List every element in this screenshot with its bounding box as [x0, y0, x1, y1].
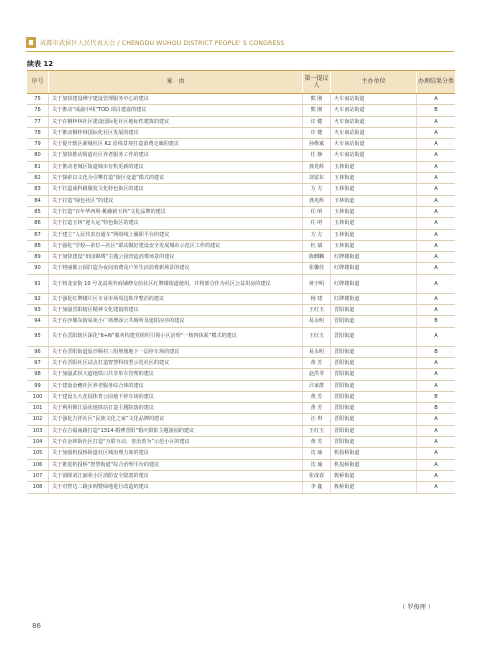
table-row [27, 230, 455, 241]
table-row [27, 460, 455, 471]
cell-matter: 关于打造“百年华西坝·桃藤新玉林”文化品牌的建议 [49, 207, 303, 217]
cell-unit: 玉林街道 [331, 230, 417, 240]
table-caption: 续表 12 [27, 60, 54, 68]
cell-result: A [434, 186, 438, 193]
cell-proposer: 熊 刚 [303, 105, 331, 115]
cell-matter: 关于加强武侯大道地铁口共享单车管理的建议 [49, 369, 303, 379]
cell-result: A [434, 371, 438, 378]
table-row [27, 471, 455, 482]
cell-no: 97 [27, 358, 49, 368]
cell-no: 80 [27, 150, 49, 160]
cell-matter: 关于建设五大花园体育公园地下停车场的建议 [49, 392, 303, 402]
cell-matter: 关于推动“成渝中线”TOD 项目建设的建议 [49, 105, 303, 115]
cell-unit: 火车南站街道 [331, 139, 417, 149]
cell-proposer: 黄 芳 [303, 403, 331, 413]
table-row [27, 482, 455, 493]
cell-no: 93 [27, 305, 49, 315]
cell-unit: 玉林街道 [331, 162, 417, 172]
cell-result: A [434, 129, 438, 136]
cell-unit: 玉林街道 [331, 196, 417, 206]
cell-proposer: 易永明 [303, 316, 331, 326]
cell-no: 96 [27, 347, 49, 357]
cell-proposer: 沈 瑜 [303, 448, 331, 458]
cell-result: A [434, 472, 438, 479]
cell-matter: 关于加快建设穆宇建设管理服务中心的建议 [49, 94, 303, 104]
cell-result: A [434, 242, 438, 249]
cell-result: A [434, 231, 438, 238]
cell-result: A [434, 95, 438, 102]
cell-unit: 晋阳街道 [331, 316, 417, 326]
cell-proposer: 许 健 [303, 117, 331, 127]
cell-result: A [434, 382, 438, 389]
cell-proposer: 龚兆辉 [303, 196, 331, 206]
table-row [27, 369, 455, 380]
header-divider [26, 51, 454, 52]
table-row [27, 403, 455, 414]
col-header-proposer: 第一提议人 [303, 71, 331, 93]
cell-matter: 关于打造玉林“迎大运”特色街区的建议 [49, 218, 303, 228]
cell-matter: 关于建立“人民代表直通车”网络线上履职平台的建议 [49, 230, 303, 240]
cell-proposer: 张成春 [303, 471, 331, 481]
col-header-no: 序号 [27, 71, 49, 93]
cell-matter: 关于提升辖区新城社区 K2 沿线景观打造消费走廊的建议 [49, 139, 303, 149]
cell-result: A [434, 163, 438, 170]
cell-unit: 晋阳街道 [331, 437, 417, 447]
table-row [27, 263, 455, 274]
cell-unit: 晋阳街道 [331, 369, 417, 379]
cell-no: 107 [27, 471, 49, 481]
cell-matter: 关于消除刘江丽苑小区消防安全隐患的建议 [49, 471, 303, 481]
cell-unit: 火车南站街道 [331, 128, 417, 138]
cell-matter: 关于在桐梓林社区建设国际化社区地标性建筑的建议 [49, 117, 303, 127]
cell-matter: 关于在金林街社区打造“互联互动，善治善为”示范小区的建议 [49, 437, 303, 447]
table-row [27, 448, 455, 459]
table-row [27, 241, 455, 252]
cell-no: 90 [27, 263, 49, 273]
table-row [27, 184, 455, 195]
cell-unit: 晋阳街道 [331, 414, 417, 424]
table-row [27, 218, 455, 229]
cell-unit: 晋阳街道 [331, 347, 417, 357]
table-row [27, 392, 455, 403]
cell-no: 95 [27, 328, 49, 346]
table-row [27, 128, 455, 139]
cell-unit: 簇桥街道 [331, 471, 417, 481]
cell-result: A [434, 280, 438, 287]
cell-matter: 关于推进机投桥“智慧街道”综合治理平台的建议 [49, 460, 303, 470]
cell-result: B [434, 107, 438, 114]
table-row [27, 437, 455, 448]
cell-result: A [434, 197, 438, 204]
cell-no: 81 [27, 162, 49, 172]
cell-proposer: 赵洪琴 [303, 369, 331, 379]
cell-proposer: 黄 芳 [303, 437, 331, 447]
cell-matter: 关于利用锦江晨花地铁站打造主题院落的建议 [49, 403, 303, 413]
congress-logo-icon [26, 37, 36, 48]
cell-proposer: 黄 芳 [303, 358, 331, 368]
cell-result: A [434, 295, 438, 302]
table-row [27, 294, 455, 305]
cell-no: 83 [27, 184, 49, 194]
cell-result: A [434, 427, 438, 434]
cell-matter: 关于强化“学校—单位—社区”联动做好建设安全发展城市示范区工作的建议 [49, 241, 303, 251]
cell-no: 75 [27, 94, 49, 104]
cell-no: 76 [27, 105, 49, 115]
cell-no: 106 [27, 460, 49, 470]
cell-result: A [434, 220, 438, 227]
cell-proposer: 黄宇明 [303, 275, 331, 293]
cell-no: 101 [27, 403, 49, 413]
cell-matter: 关于推动老城区街道城市有机更新的建议 [49, 162, 303, 172]
table-body [27, 94, 455, 494]
col-header-matter: 案 由 [49, 71, 303, 93]
cell-unit: 玉林街道 [331, 218, 417, 228]
cell-proposer: 陈麒麟 [303, 252, 331, 262]
cell-result: A [434, 254, 438, 261]
cell-result: B [434, 318, 438, 325]
cell-matter: 关于打造“绿色社区”的建议 [49, 196, 303, 206]
table-row [27, 105, 455, 116]
cell-unit: 红牌楼街道 [331, 252, 417, 262]
cell-matter: 关于强化吉祥社区“民族文化之家”文化品牌的建议 [49, 414, 303, 424]
cell-matter: 关于建设金鲤社区养老服务综合体的建议 [49, 381, 303, 391]
cell-unit: 晋阳街道 [331, 305, 417, 315]
table-row [27, 252, 455, 263]
cell-matter: 关于加快推动街道社区养老服务工作的建议 [49, 150, 303, 160]
col-header-unit: 主办单位 [331, 71, 417, 93]
table-row [27, 316, 455, 327]
cell-proposer: 黄 芳 [303, 392, 331, 402]
cell-matter: 关于对智达二路步阁暨绿地进行改造的建议 [49, 482, 303, 492]
table-row [27, 328, 455, 347]
cell-no: 77 [27, 117, 49, 127]
cell-proposer: 汪 琪 [303, 414, 331, 424]
cell-no: 100 [27, 392, 49, 402]
cell-proposer: 易永明 [303, 347, 331, 357]
cell-result: A [434, 141, 438, 148]
table-row [27, 139, 455, 150]
cell-no: 105 [27, 448, 49, 458]
table-header [27, 70, 455, 94]
continued-note: （ 罗俊理 ） [399, 604, 434, 611]
cell-proposer: 王红玉 [303, 305, 331, 315]
cell-unit: 玉林街道 [331, 241, 417, 251]
cell-no: 98 [27, 369, 49, 379]
cell-result: A [434, 152, 438, 159]
cell-matter: 关于推动桐梓林国际化社区发展的建议 [49, 128, 303, 138]
cell-matter: 关于加强机投桥街道社区城治理力度的建议 [49, 448, 303, 458]
cell-matter: 关于强化红牌楼片区专业市场周边秩序整治的建议 [49, 294, 303, 304]
cell-unit: 晋阳街道 [331, 403, 417, 413]
cell-unit: 晋阳街道 [331, 392, 417, 402]
cell-no: 94 [27, 316, 49, 326]
cell-result: B [434, 393, 438, 400]
cell-matter: 关于加快建设“田园锦绣”主题公园营造消费场景的建议 [49, 252, 303, 262]
table-row [27, 150, 455, 161]
cell-result: B [434, 348, 438, 355]
page-number: 86 [32, 622, 41, 630]
cell-unit: 晋阳街道 [331, 358, 417, 368]
table-row [27, 94, 455, 105]
cell-unit: 机投桥街道 [331, 448, 417, 458]
cell-result: A [434, 333, 438, 340]
table-row [27, 358, 455, 369]
cell-matter: 关于在晋阳社区试点打造智慧科技型示范社区的建议 [49, 358, 303, 368]
cell-unit: 火车南站街道 [331, 105, 417, 115]
cell-unit: 玉林街道 [331, 173, 417, 183]
table-row [27, 117, 455, 128]
cell-unit: 红牌楼街道 [331, 263, 417, 273]
proposal-table [27, 70, 455, 494]
cell-matter: 关于在晋阳辖区深化“6+N”服务构建党组织引领小区治理“一核四体系”模式的建议 [49, 328, 303, 346]
cell-no: 86 [27, 218, 49, 228]
cell-proposer: 许 健 [303, 128, 331, 138]
cell-proposer: 刘雷东 [303, 173, 331, 183]
page-header [26, 36, 284, 48]
cell-no: 92 [27, 294, 49, 304]
cell-unit: 晋阳街道 [331, 381, 417, 391]
cell-no: 104 [27, 437, 49, 447]
cell-proposer: 熊 刚 [303, 94, 331, 104]
cell-proposer: 龚兆辉 [303, 162, 331, 172]
cell-unit: 红牌楼街道 [331, 275, 417, 293]
cell-no: 108 [27, 482, 49, 492]
cell-proposer: 吕家群 [303, 381, 331, 391]
cell-proposer: 杨 建 [303, 294, 331, 304]
cell-result: A [434, 484, 438, 491]
cell-matter: 关于在晋阳街道原沙堰村三组规划地下一层停车场的建议 [49, 347, 303, 357]
cell-result: A [434, 450, 438, 457]
cell-unit: 玉林街道 [331, 184, 417, 194]
cell-unit: 火车南站街道 [331, 117, 417, 127]
table-row [27, 275, 455, 294]
cell-proposer: 任 明 [303, 218, 331, 228]
cell-result: A [434, 438, 438, 445]
cell-matter: 关于将丽都公园打造为夜间消费及户外生活消费新场景的建议 [49, 263, 303, 273]
table-row [27, 414, 455, 425]
table-row [27, 207, 455, 218]
cell-matter: 关于在沙堰东街易苑小广场增添公共厕所及遮阳凉亭的建议 [49, 316, 303, 326]
cell-result: A [434, 307, 438, 314]
cell-no: 102 [27, 414, 49, 424]
cell-unit: 簇桥街道 [331, 482, 417, 492]
table-row [27, 305, 455, 316]
cell-proposer: 方 方 [303, 184, 331, 194]
cell-proposer: 孙维斌 [303, 139, 331, 149]
cell-matter: 关于探索以文化为引擎打造“街区变道”模式的建议 [49, 173, 303, 183]
cell-result: A [434, 416, 438, 423]
cell-proposer: 杜 斌 [303, 241, 331, 251]
cell-proposer: 沈 瑜 [303, 460, 331, 470]
cell-matter: 关于打造成科路服装文化特色街区的建议 [49, 184, 303, 194]
cell-proposer: 李 鑫 [303, 482, 331, 492]
cell-proposer: 方 方 [303, 230, 331, 240]
cell-proposer: 任 静 [303, 150, 331, 160]
cell-proposer: 任 明 [303, 207, 331, 217]
cell-unit: 玉林街道 [331, 207, 417, 217]
cell-unit: 火车南站街道 [331, 94, 417, 104]
cell-matter: 关于将龙安街 10 号龙益苑外商铺修交给社区红牌楼街道使用，并将部分作为社区公益用房的建议 [49, 275, 303, 293]
cell-unit: 晋阳街道 [331, 328, 417, 346]
cell-result: B [434, 405, 438, 412]
cell-result: A [434, 461, 438, 468]
cell-no: 85 [27, 207, 49, 217]
cell-unit: 红牌楼街道 [331, 294, 417, 304]
cell-proposer: 张馨佳 [303, 263, 331, 273]
cell-no: 91 [27, 275, 49, 293]
cell-matter: 关于加强晋阳辖区精神文化建设的建议 [49, 305, 303, 315]
cell-result: A [434, 175, 438, 182]
header-title: 成都市武侯区人民代表大会 / CHENGDU WUHOU DISTRICT PEOPLE' S CONGRESS [40, 39, 285, 47]
cell-matter: 关于在吉福南路打造“1314·婚博晋阳”婚庆摄影主题游园的建议 [49, 426, 303, 436]
table-row [27, 381, 455, 392]
cell-result: A [434, 265, 438, 272]
cell-no: 79 [27, 139, 49, 149]
cell-no: 89 [27, 252, 49, 262]
cell-no: 99 [27, 381, 49, 391]
cell-no: 87 [27, 230, 49, 240]
cell-unit: 晋阳街道 [331, 426, 417, 436]
cell-no: 84 [27, 196, 49, 206]
cell-proposer: 王红玉 [303, 426, 331, 436]
table-row [27, 173, 455, 184]
table-row [27, 347, 455, 358]
cell-no: 88 [27, 241, 49, 251]
cell-result: A [434, 118, 438, 125]
cell-result: A [434, 359, 438, 366]
cell-no: 78 [27, 128, 49, 138]
col-header-result: 办理结果分类 [417, 78, 454, 86]
cell-no: 82 [27, 173, 49, 183]
cell-no: 103 [27, 426, 49, 436]
cell-result: A [434, 208, 438, 215]
cell-unit: 火车南站街道 [331, 150, 417, 160]
cell-proposer: 王红玉 [303, 328, 331, 346]
table-row [27, 196, 455, 207]
table-row [27, 426, 455, 437]
cell-unit: 机投桥街道 [331, 460, 417, 470]
table-row [27, 162, 455, 173]
